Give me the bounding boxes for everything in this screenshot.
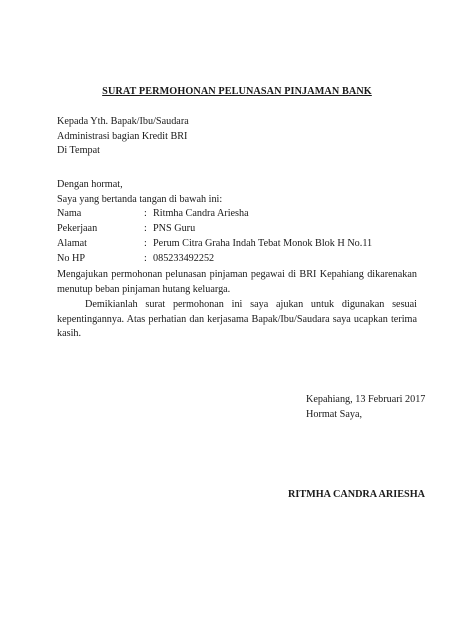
recipient-line-2: Administrasi bagian Kredit BRI [57,130,188,142]
field-row-phone [57,252,372,267]
field-value: Ritmha Candra Ariesha [153,208,249,219]
place-date: Kepahiang, 13 Februari 2017 [306,394,426,405]
field-separator: : [144,253,147,264]
body-paragraph-2: Demikianlah surat permohonan ini saya ajukan untuk digunakan sesuai kepentingannya. Atas perhatian dan kerjasama Bapak/Ibu/Saudara saya ucapkan terima kasih. [57,299,417,340]
field-separator: : [144,238,147,249]
field-separator: : [144,208,147,219]
recipient-line-1: Kepada Yth. Bapak/Ibu/Saudara [57,116,189,127]
closing: Hormat Saya, [306,408,363,420]
intro-text: Saya yang bertanda tangan di bawah ini: [57,193,223,205]
signer-name: RITMHA CANDRA ARIESHA [288,489,425,500]
field-label: Alamat [57,238,87,249]
field-label: Pekerjaan [57,223,98,234]
identity-fields [57,207,372,267]
field-value: PNS Guru [153,223,196,234]
field-separator: : [144,223,147,234]
signature-block [306,393,446,423]
opening-block [57,178,222,207]
field-row-job [57,222,372,237]
recipient-line-3: Di Tempat [57,145,100,157]
field-value: 085233492252 [153,253,215,264]
field-label: No HP [57,253,86,264]
field-row-name [57,207,372,222]
letter-title: SURAT PERMOHONAN PELUNASAN PINJAMAN BANK [102,86,372,97]
recipient-block [57,115,189,159]
field-row-address [57,237,372,252]
field-value: Perum Citra Graha Indah Tebat Monok Blok H No.11 [153,238,373,249]
body-paragraph-1: Mengajukan permohonan pelunasan pinjaman pegawai di BRI Kepahiang dikarenakan menutup beban pinjaman hutang keluarga. [57,269,417,295]
greeting: Dengan hormat, [57,179,123,190]
field-label: Nama [57,208,82,219]
